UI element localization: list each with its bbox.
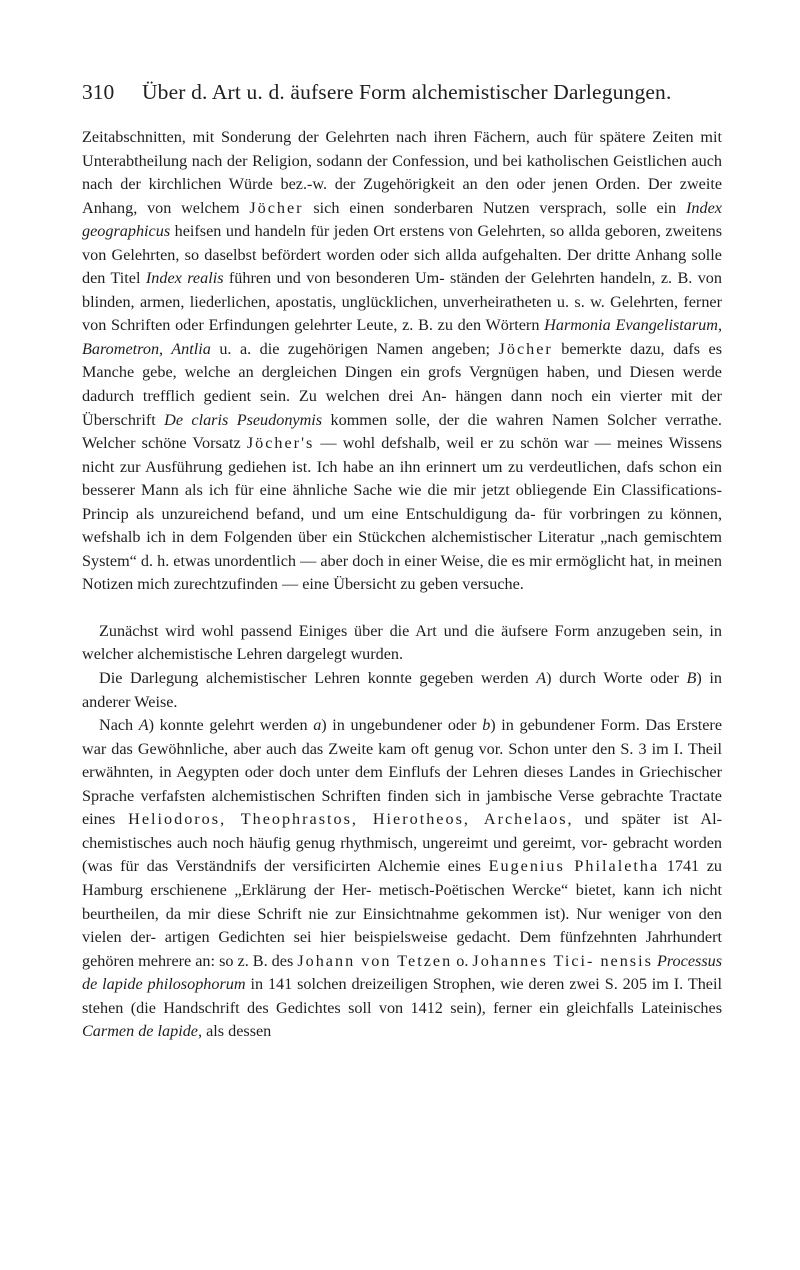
spaced-name: Johannes Tici- nensis [472,951,653,970]
spaced-name: Johann von Tetzen [297,951,453,970]
italic-text: Processus de lapide philosophorum [82,951,723,994]
italic-text: A [536,669,547,688]
text-run: Nach [99,716,139,735]
text-run: in 141 solchen dreizeiligen Strophen, wie deren zwei S. 205 im I. Theil stehen (die Handschrift des Gedichtes soll von 1412 sein), ferner ein gleichfalls Lateinisches [82,975,722,1017]
text-run: Die Darlegung alchemistischer Lehren konnte gegeben werden [99,669,537,688]
spaced-name: Eugenius Philaletha [488,857,660,876]
italic-text: Harmonia Evangelistarum, Barometron, Antlia [82,316,722,358]
spaced-name: Heliodoros, Theophrastos, Hierotheos, Archelaos [128,810,568,829]
text-run: sich einen sonderbaren Nutzen versprach, solle ein [303,198,687,217]
text-run: als dessen [202,1022,272,1041]
body-text [82,126,722,1044]
text-run: ) durch Worte oder [546,669,687,688]
text-run: ) in ungebundener oder [321,716,483,735]
spaced-name: Jöcher [249,198,304,217]
spaced-name: Jöcher [498,339,553,358]
italic-text: A [138,716,149,735]
spaced-name: Jöcher's [246,434,315,453]
running-title: Über d. Art u. d. äufsere Form alchemistischer Darlegungen. [142,80,672,104]
text-run: o. [452,951,473,970]
italic-text: Carmen de lapide, [82,1022,203,1041]
text-run: u. a. die zugehörigen Namen angeben; [210,339,499,358]
italic-text: a [313,716,322,735]
text-run: ) konnte gelehrt werden [148,716,314,735]
text-run: ) in gebundener Form. Das Erstere war das Gewöhnliche, aber auch das Zweite kam oft genug vor. Schon unter den S. 3 im I. Theil erwähnten, in Aegypten oder doch unter dem Einflufs der Lehren dieses Landes in Griechischer Sprache verfafsten alchemistischen Schriften finden sich in jambische Verse gebrachte Tractate eines [82,716,723,829]
italic-text: Index geographicus [82,198,722,241]
italic-text: De claris Pseudonymis [164,410,323,429]
text-run: kommen solle, der die wahren Namen Solcher verrathe. Welcher schöne Vorsatz [82,410,722,453]
text-run: — wohl defshalb, weil er zu schön war — meines Wissens nicht zur Ausführung gediehen ist. Ich habe an ihn erinnert um zu verdeutlichen, dafs schon ein besserer Mann als ich für eine ähnliche Sache wie die mir jetzt obliegende Ein Classifications-Princip als unzureichend befand, und um eine Entschuldigung da- für vorbringen zu können, wefshalb ich in dem Folgenden über ein Stückchen alchemistischer Literatur „nach gemischtem System“ d. h. etwas unordentlich — aber doch in einer Weise, die es mir ermöglicht hat, in meinen Notizen mich zurechtzufinden — eine Übersicht zu geben versuche. [82,434,722,594]
paragraph-1 [82,126,722,597]
page-number: 310 [82,80,115,104]
text-run: Zeitabschnitten, mit Sonderung der Gelehrten nach ihren Fächern, auch für spätere Zeiten mit Unterabtheilung nach der Religion, sodann der Confession, und bei katholischen Geistlichen auch nach der kirchlichen Würde bez.-w. der Zugehörigkeit an den oder jenen Orden. Der zweite Anhang, von welchem [82,128,722,217]
paragraph-4 [82,714,722,1044]
paragraph-2 [82,620,722,667]
text-run: 1741 zu Hamburg erschienene „Erklärung der Her- metisch-Poëtischen Wercke“ bietet, kann ich nicht beurtheilen, da mir diese Schrift nie zur Einsichtnahme gekommen ist). Nur weniger von den vielen der- artigen Gedichten sei hier beispielsweise gedacht. Dem fünfzehnten Jahrhundert gehören mehrere an: so z. B. des [82,857,723,970]
paragraph-3 [82,667,722,714]
text-run: heifsen und handeln für jeden Ort erstens von Gelehrten, so allda geboren, zweitens von Gelehrten, so daselbst befördert worden oder sich allda aufgehalten. Der dritte Anhang solle den Titel [82,222,722,288]
italic-text: b [482,716,491,735]
text-run: ) in anderer Weise. [82,669,722,711]
page-header [82,76,742,108]
text-run: , und später ist Al- chemistisches auch noch häufig genug rhythmisch, ungereimt und gereimt, vor- gebracht worden (was für das Verständnifs der versificirten Alchemie eines [82,810,722,876]
text-run: bemerkte dazu, dafs es Manche gebe, welche an dergleichen Dingen ein grofs Vergnügen haben, und Diesen werde dadurch trefflich gedient sein. Zu welchen drei An- hängen dann noch ein vierter mit der Überschrift [82,339,723,429]
text-run: Zunächst wird wohl passend Einiges über die Art und die äufsere Form anzugeben sein, in welcher alchemistische Lehren dargelegt wurden. [82,621,722,664]
italic-text: Index realis [145,269,224,288]
text-run: führen und von besonderen Um- ständen der Gelehrten handeln, z. B. von blinden, armen, liederlichen, apostatis, unglücklichen, unverheiratheten u. s. w. Gelehrten, ferner von Schriften oder Erfindungen gelehrter Leute, z. B. zu den Wörtern [82,269,722,335]
italic-text: B [686,669,697,688]
